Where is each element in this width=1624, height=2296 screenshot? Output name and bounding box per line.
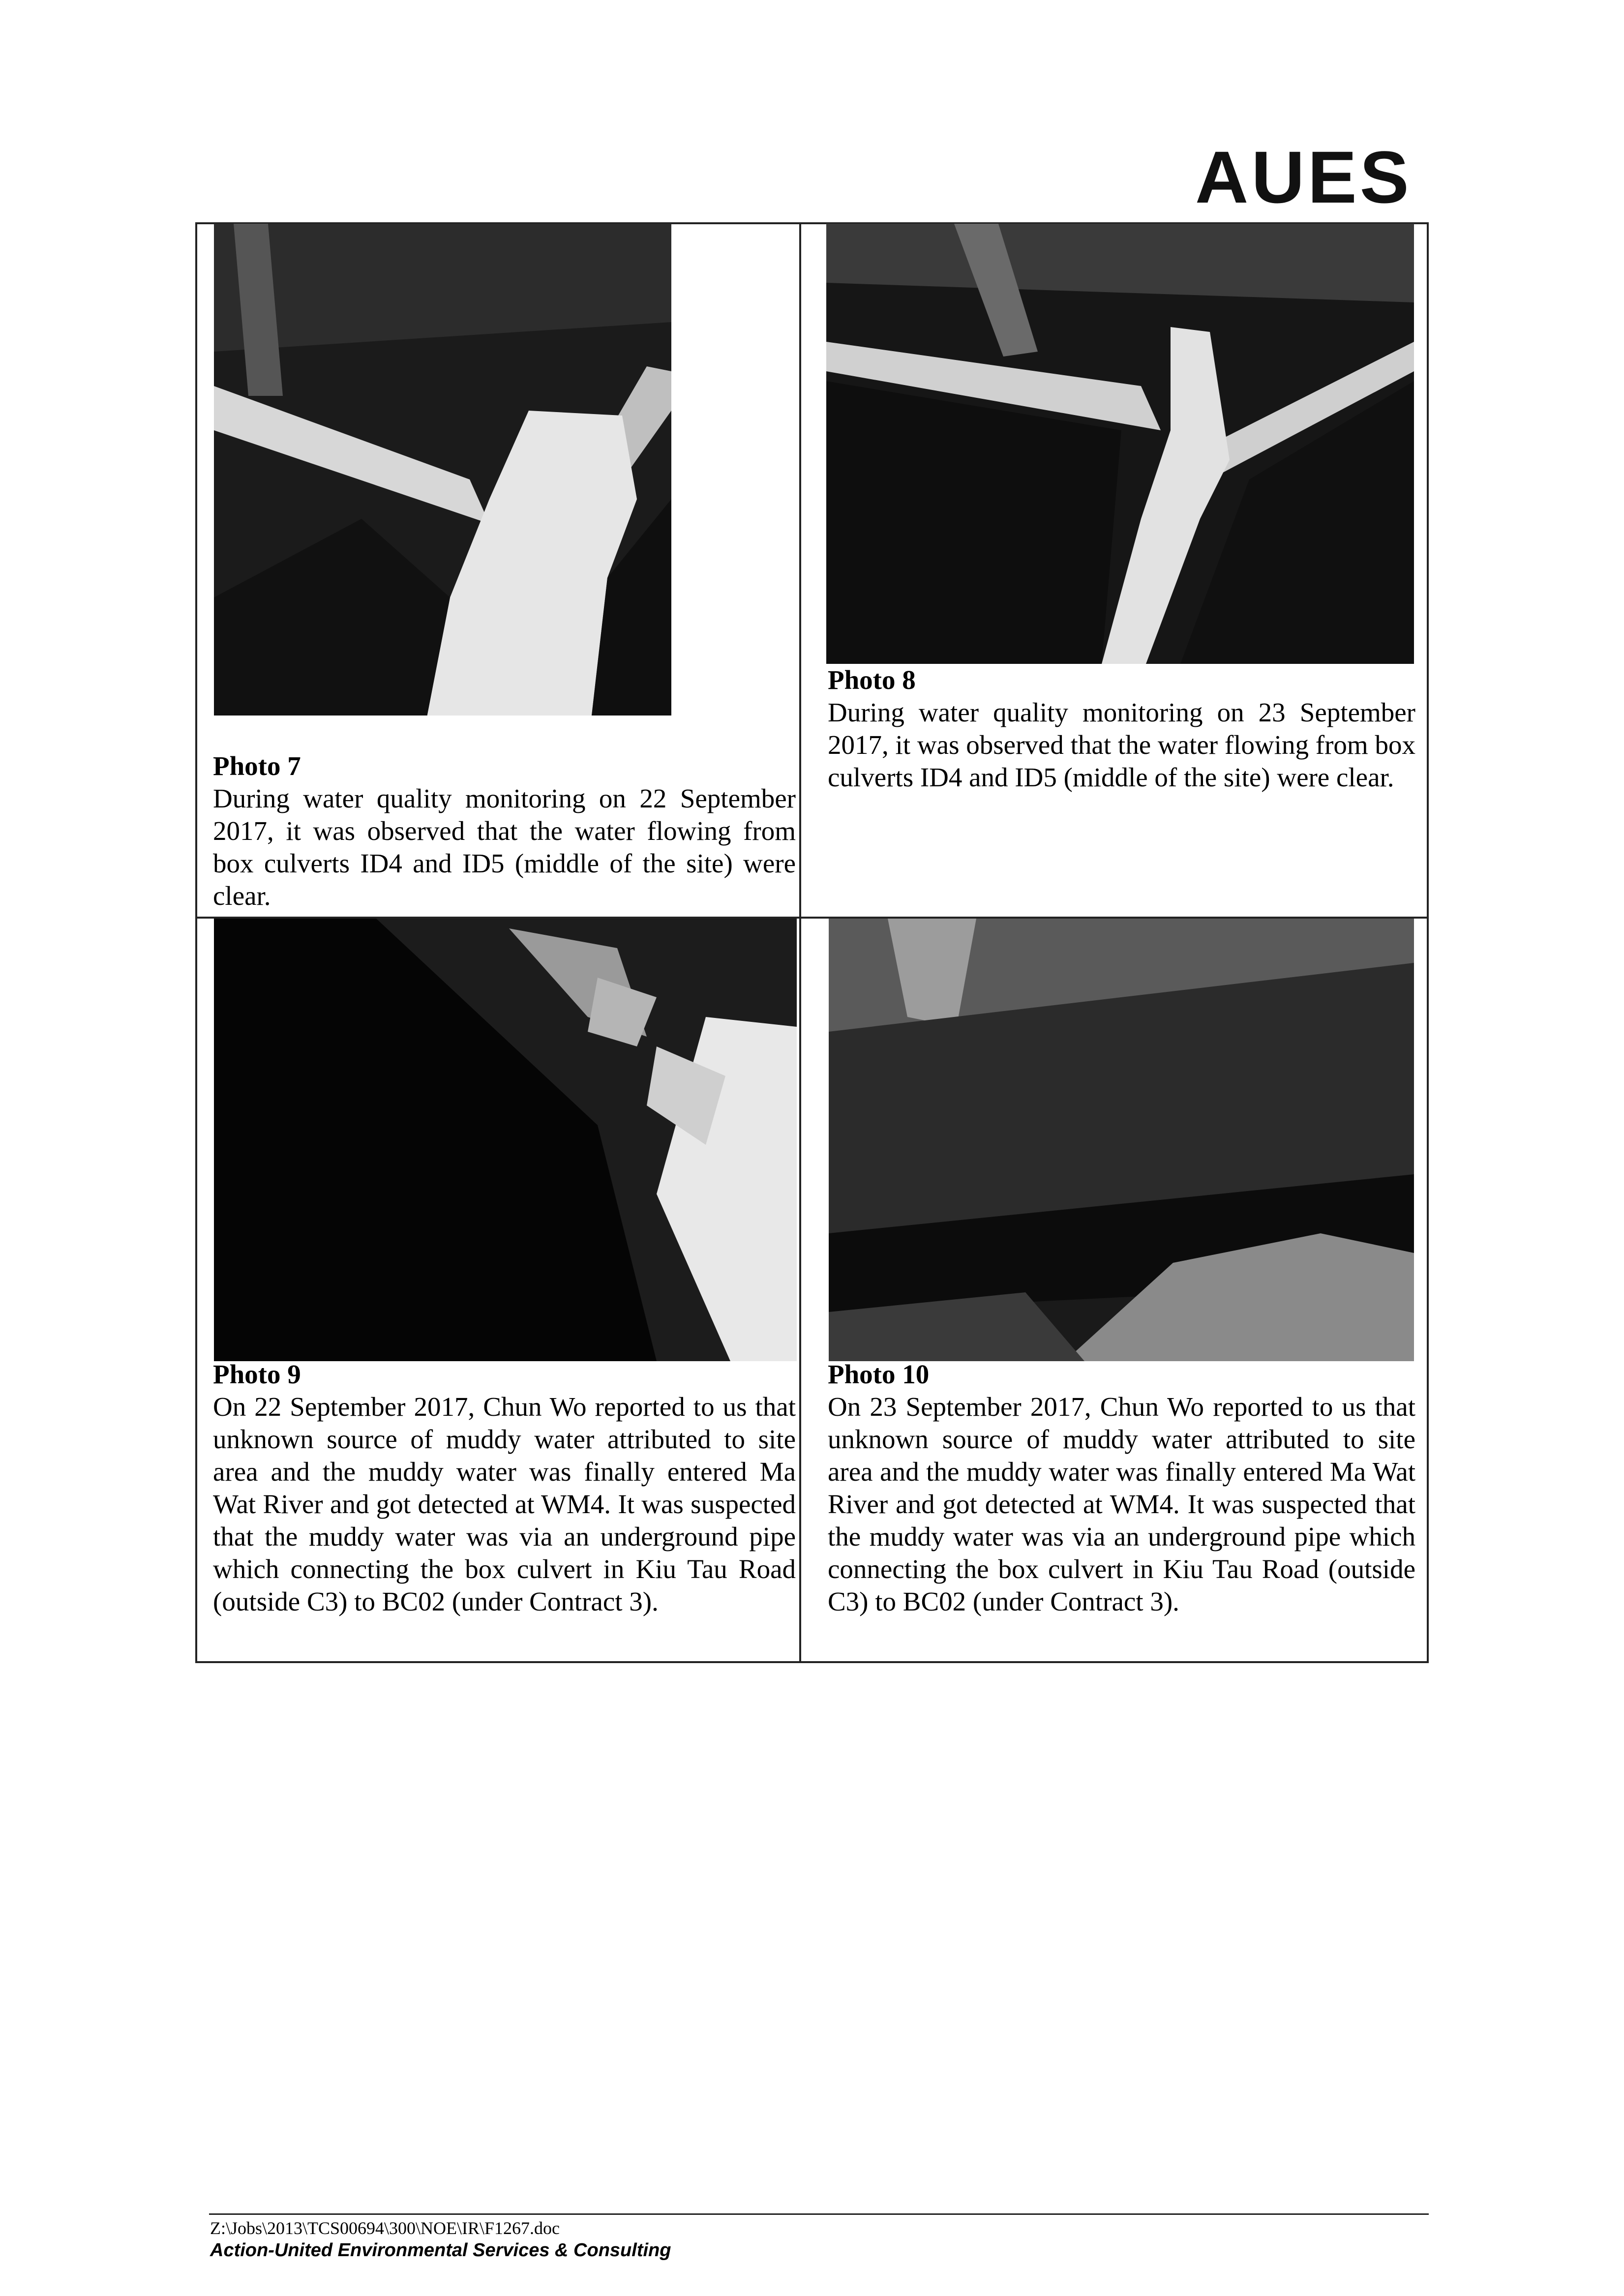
photo-8-text: During water quality monitoring on 23 September 2017, it was observed that the water flowing from box culverts ID4 and ID5 (middle of the site) were clear. — [828, 697, 1415, 792]
photo-7-image — [214, 224, 671, 750]
photo-9-text: On 22 September 2017, Chun Wo reported to us that unknown source of muddy water attributed to site area and the muddy water was finally entered Ma Wat River and got detected at WM4. It was suspected that the muddy water was via an underground pipe which connecting the box culvert in Kiu Tau Road (outside C3) to BC02 (under Contract 3). — [213, 1392, 796, 1616]
photo-9-image — [214, 919, 797, 1361]
photo-9-title: Photo 9 — [213, 1359, 301, 1389]
photo-10-title: Photo 10 — [828, 1359, 930, 1389]
photo-8-image — [826, 224, 1414, 664]
photo-9-caption — [213, 1358, 796, 1618]
table-divider-vertical — [799, 222, 801, 1663]
photo-7-caption — [213, 750, 796, 912]
photo-10-caption — [828, 1358, 1415, 1618]
document-path: Z:\Jobs\2013\TCS00694\300\NOE\IR\F1267.doc — [210, 2218, 560, 2238]
photo-10-text: On 23 September 2017, Chun Wo reported to us that unknown source of muddy water attributed to site area and the muddy water was finally entered Ma Wat River and got detected at WM4. It was suspected that the muddy water was via an underground pipe which connecting the box culvert in Kiu Tau Road (outside C3) to BC02 (under Contract 3). — [828, 1392, 1415, 1616]
photo-10-image — [829, 919, 1414, 1361]
photo-7-title: Photo 7 — [213, 751, 301, 781]
photo-8-caption — [828, 664, 1415, 794]
photo-7-text: During water quality monitoring on 22 September 2017, it was observed that the water flowing from box culverts ID4 and ID5 (middle of the site) were clear. — [213, 783, 796, 911]
company-name: Action-United Environmental Services & Consulting — [210, 2240, 671, 2261]
photo-8-title: Photo 8 — [828, 665, 916, 695]
footer-rule — [209, 2213, 1429, 2215]
company-logo: AUES — [1195, 136, 1412, 218]
